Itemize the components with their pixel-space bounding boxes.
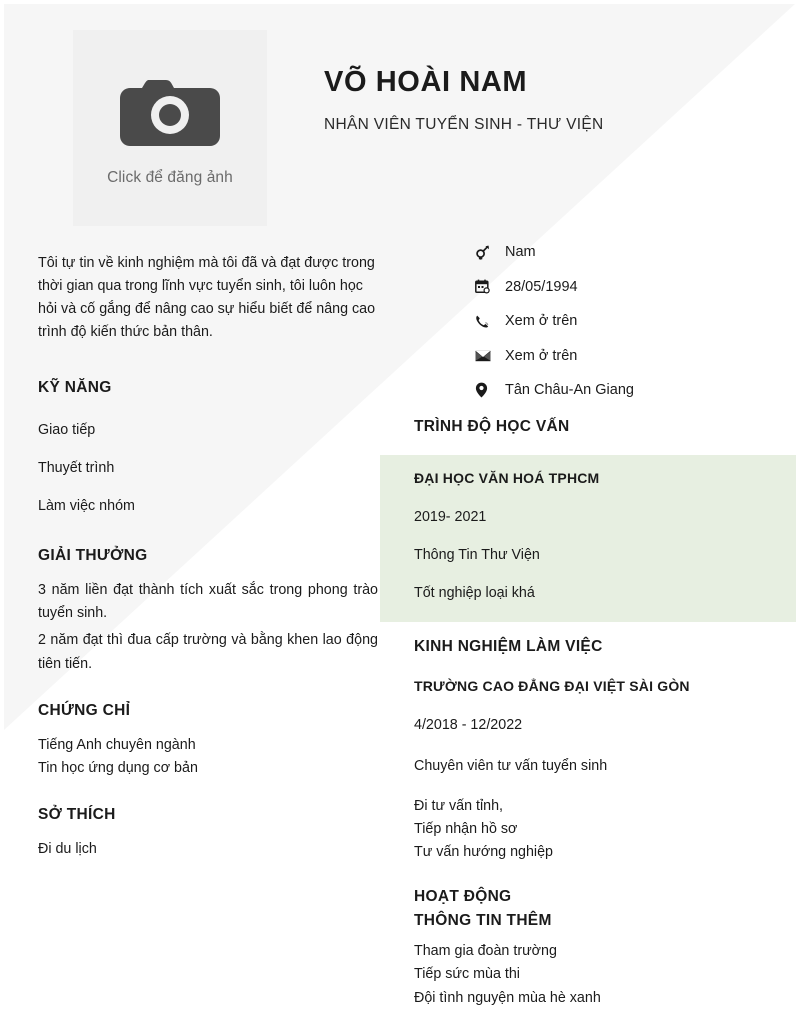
experience-entry — [414, 678, 796, 864]
contact-list — [475, 235, 795, 408]
contact-row — [475, 235, 795, 270]
experience-duties — [414, 795, 796, 864]
hobbies-list — [38, 838, 378, 861]
contact-value-phone: Xem ở trên — [505, 313, 578, 330]
duty-item: Tư vấn hướng nghiệp — [414, 844, 554, 861]
contact-row — [475, 373, 795, 408]
contact-row — [475, 304, 795, 339]
contact-value-location: Tân Châu-An Giang — [505, 382, 634, 399]
education-entry — [414, 470, 796, 604]
certificate-item: Tiếng Anh chuyên ngành — [38, 736, 196, 753]
contact-value-gender: Nam — [505, 244, 536, 261]
skill-item: Thuyết trình — [38, 459, 115, 476]
contact-row — [475, 270, 795, 305]
section-title-activities-line1: HOẠT ĐỘNG — [414, 888, 512, 906]
activities-list — [414, 940, 796, 1009]
award-item: 3 năm liền đạt thành tích xuất sắc trong phong trào tuyển sinh. — [38, 582, 378, 622]
duty-item: Đi tư vấn tỉnh, — [414, 797, 504, 814]
skill-item: Làm việc nhóm — [38, 497, 135, 514]
activity-item: Đội tình nguyện mùa hè xanh — [414, 989, 601, 1006]
activities-section — [414, 888, 796, 1009]
hobby-item: Đi du lịch — [38, 841, 97, 858]
photo-upload-placeholder[interactable] — [73, 30, 267, 226]
certificates-list — [38, 734, 378, 780]
gender-icon — [475, 244, 499, 260]
education-result: Tốt nghiệp loại khá — [414, 585, 535, 602]
education-period: 2019- 2021 — [414, 509, 487, 525]
section-title-activities-line2: THÔNG TIN THÊM — [414, 912, 552, 930]
activity-item: Tham gia đoàn trường — [414, 943, 557, 960]
activity-item: Tiếp sức mùa thi — [414, 966, 520, 983]
contact-value-email: Xem ở trên — [505, 347, 578, 364]
cv-header — [4, 4, 796, 226]
experience-position: Chuyên viên tư vấn tuyển sinh — [414, 757, 608, 774]
education-major: Thông Tin Thư Viện — [414, 547, 540, 564]
calendar-icon — [475, 279, 499, 294]
cv-sheet — [4, 4, 796, 1029]
section-title-experience: KINH NGHIỆM LÀM VIỆC — [414, 638, 603, 656]
section-title-education: TRÌNH ĐỘ HỌC VẤN — [414, 418, 570, 435]
experience-period: 4/2018 - 12/2022 — [414, 717, 523, 734]
experience-company: TRƯỜNG CAO ĐẲNG ĐẠI VIỆT SÀI GÒN — [414, 678, 690, 695]
skill-item: Giao tiếp — [38, 421, 96, 438]
section-title-certificates: CHỨNG CHỈ — [38, 701, 131, 719]
email-icon — [475, 350, 499, 362]
photo-upload-caption: Click để đăng ảnh — [107, 168, 233, 186]
skills-list — [38, 419, 378, 517]
camera-icon — [118, 70, 222, 155]
contact-value-birthdate: 28/05/1994 — [505, 278, 578, 295]
location-icon — [475, 382, 499, 398]
contact-row — [475, 339, 795, 374]
awards-list — [38, 579, 378, 676]
right-column — [414, 418, 796, 1010]
phone-icon — [475, 314, 499, 329]
profile-summary: Tôi tự tin về kinh nghiệm mà tôi đã và đạt được trong thời gian qua trong lĩnh vực tuyển sinh, tôi luôn học hỏi và cố gắng để nâng cao sự hiểu biết để nâng cao trình độ kiến thức bản thân. — [38, 255, 376, 341]
name-block — [324, 66, 774, 134]
section-title-awards: GIẢI THƯỞNG — [38, 547, 148, 565]
section-title-skills: KỸ NĂNG — [38, 378, 112, 396]
certificate-item: Tin học ứng dụng cơ bản — [38, 759, 198, 776]
candidate-name: VÕ HOÀI NAM — [324, 66, 528, 98]
candidate-role: NHÂN VIÊN TUYỂN SINH - THƯ VIỆN — [324, 116, 604, 134]
award-item: 2 năm đạt thì đua cấp trường và bằng khen lao động tiên tiến. — [38, 632, 378, 672]
section-title-hobbies: SỞ THÍCH — [38, 806, 116, 824]
education-school: ĐẠI HỌC VĂN HOÁ TPHCM — [414, 470, 600, 486]
left-column — [38, 252, 378, 861]
duty-item: Tiếp nhận hồ sơ — [414, 820, 518, 837]
